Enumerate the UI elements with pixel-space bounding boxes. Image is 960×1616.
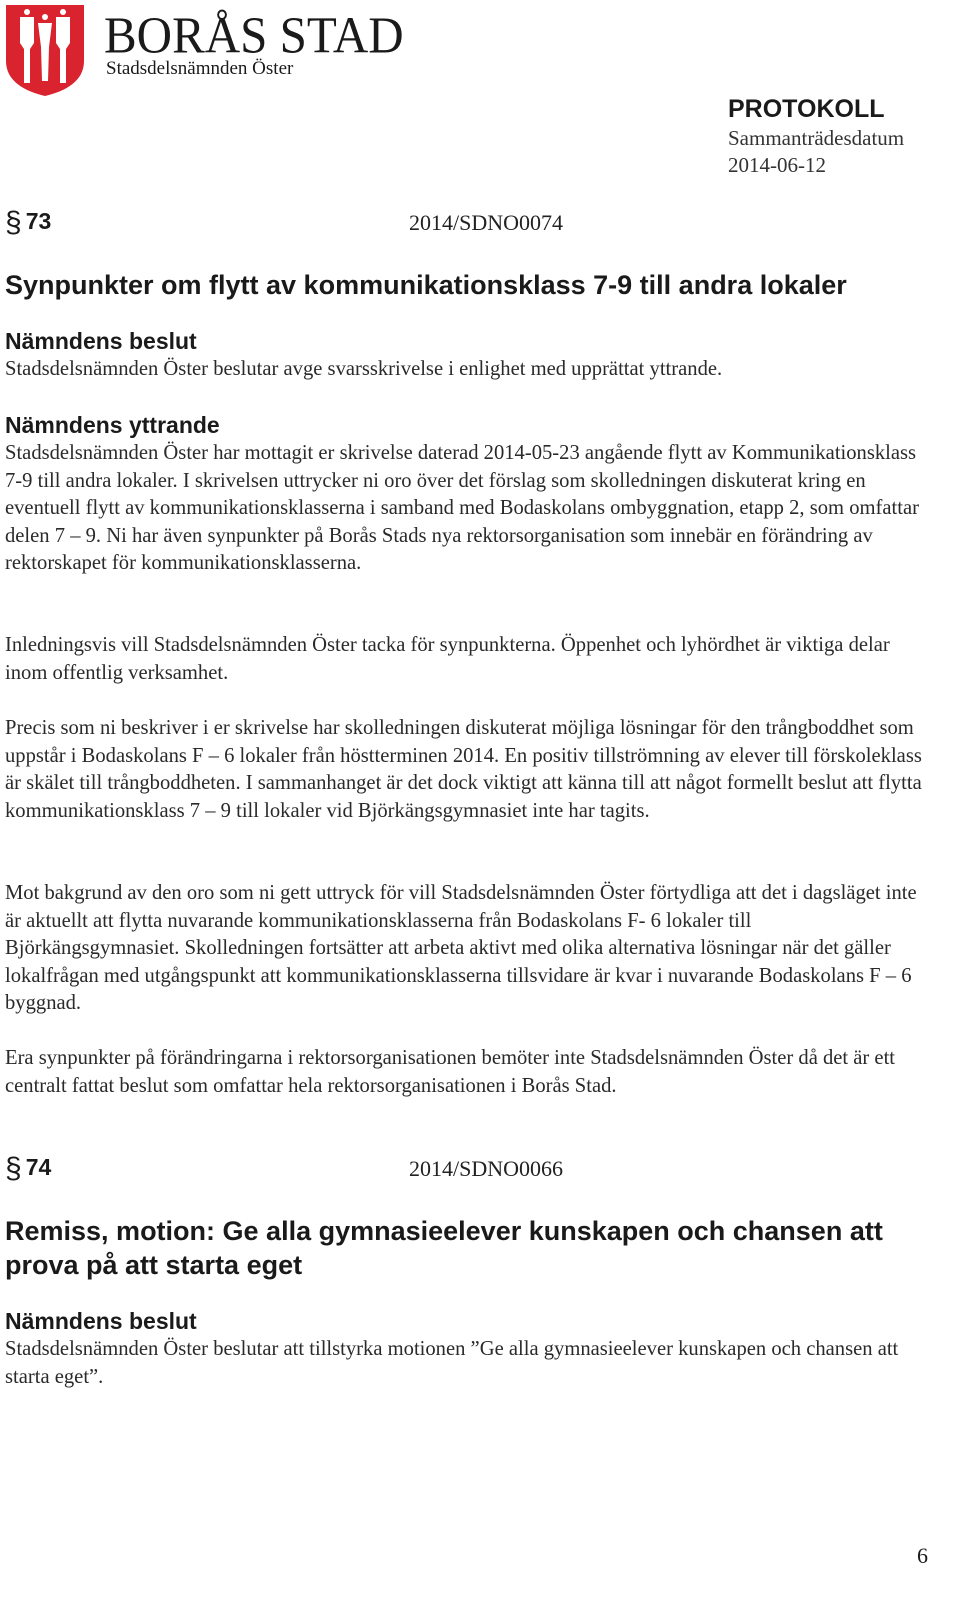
paragraph-number [5, 206, 51, 240]
doc-type: PROTOKOLL [728, 95, 885, 123]
org-subtitle: Stadsdelsnämnden Öster [106, 58, 294, 79]
coat-of-arms-icon [4, 3, 86, 97]
protocol-header [728, 94, 904, 179]
statement-paragraph: Era synpunkter på förändringarna i rektorsorganisationen bemöter inte Stadsdelsnämnden Öster då det är ett centralt fattat beslut som omfattar hela rektorsorganisationen i Borås Stad. [5, 1047, 896, 1097]
section-symbol: § [5, 206, 22, 239]
decision-text: Stadsdelsnämnden Öster beslutar avge svarsskrivelse i enlighet med upprättat yttrande. [5, 358, 723, 380]
decision-heading: Nämndens beslut [5, 328, 197, 354]
date-label: Sammanträdesdatum [728, 126, 905, 150]
case-number: 2014/SDNO0066 [409, 1156, 564, 1181]
statement-heading: Nämndens yttrande [5, 412, 220, 438]
statement-paragraph: Inledningsvis vill Stadsdelsnämnden Öster tacka för synpunkterna. Öppenhet och lyhördhet är viktiga delar inom offentlig verksamhet. [5, 634, 890, 684]
date-value: 2014-06-12 [728, 153, 826, 177]
statement-paragraph: Precis som ni beskriver i er skrivelse har skolledningen diskuterat möjliga lösningar för den trångboddhet som uppstår i Bodaskolans F – 6 lokaler från höstterminen 2014. En positiv tillströmning av elever till förskoleklass är skälet till trångboddheten. I sammanhanget är det dock viktigt att känna till att något formellt beslut att flytta kommunikationsklass 7 – 9 till lokaler vid Björkängsgymnasiet inte har tagits. [5, 717, 922, 822]
paragraph-number [5, 1152, 51, 1186]
case-number: 2014/SDNO0074 [409, 210, 564, 235]
section-title: Synpunkter om flytt av kommunikationsklass 7-9 till andra lokaler [5, 270, 847, 300]
section-number: 73 [25, 208, 52, 234]
section-number: 74 [25, 1154, 52, 1180]
section-symbol: § [5, 1152, 22, 1185]
statement-paragraph: Stadsdelsnämnden Öster har mottagit er skrivelse daterad 2014-05-23 angående flytt av Kommunikationsklass 7-9 till andra lokaler. I skrivelsen uttrycker ni oro över det förslag som skolledningen diskuterat kring en eventuell flytt av kommunikationsklasserna i samband med Bodaskolans ombyggnation, etapp 2, som omfattar delen 7 – 9. Ni har även synpunkter på Borås Stads nya rektorsorganisation som innebär en förändring av rektorskapet för kommunikationsklasserna. [5, 442, 919, 574]
page-number: 6 [917, 1543, 928, 1568]
org-name: BORÅS STAD [104, 6, 404, 64]
decision-heading: Nämndens beslut [5, 1308, 197, 1334]
decision-text: Stadsdelsnämnden Öster beslutar att tillstyrka motionen ”Ge alla gymnasieelever kunskapen och chansen att starta eget”. [5, 1338, 899, 1388]
statement-paragraph: Mot bakgrund av den oro som ni gett uttryck för vill Stadsdelsnämnden Öster förtydliga att det i dagsläget inte är aktuellt att flytta nuvarande kommunikationsklasserna från Bodaskolans F- 6 lokaler till Björkängsgymnasiet. Skolledningen fortsätter att arbeta aktivt med olika alternativa lösningar när det gäller lokalfrågan med utgångspunkt att kommunikationsklasserna tillsvidare är kvar i nuvarande Bodaskolans F – 6 byggnad. [5, 882, 917, 1014]
section-title: Remiss, motion: Ge alla gymnasieelever kunskapen och chansen att prova på att starta eget [5, 1216, 883, 1280]
